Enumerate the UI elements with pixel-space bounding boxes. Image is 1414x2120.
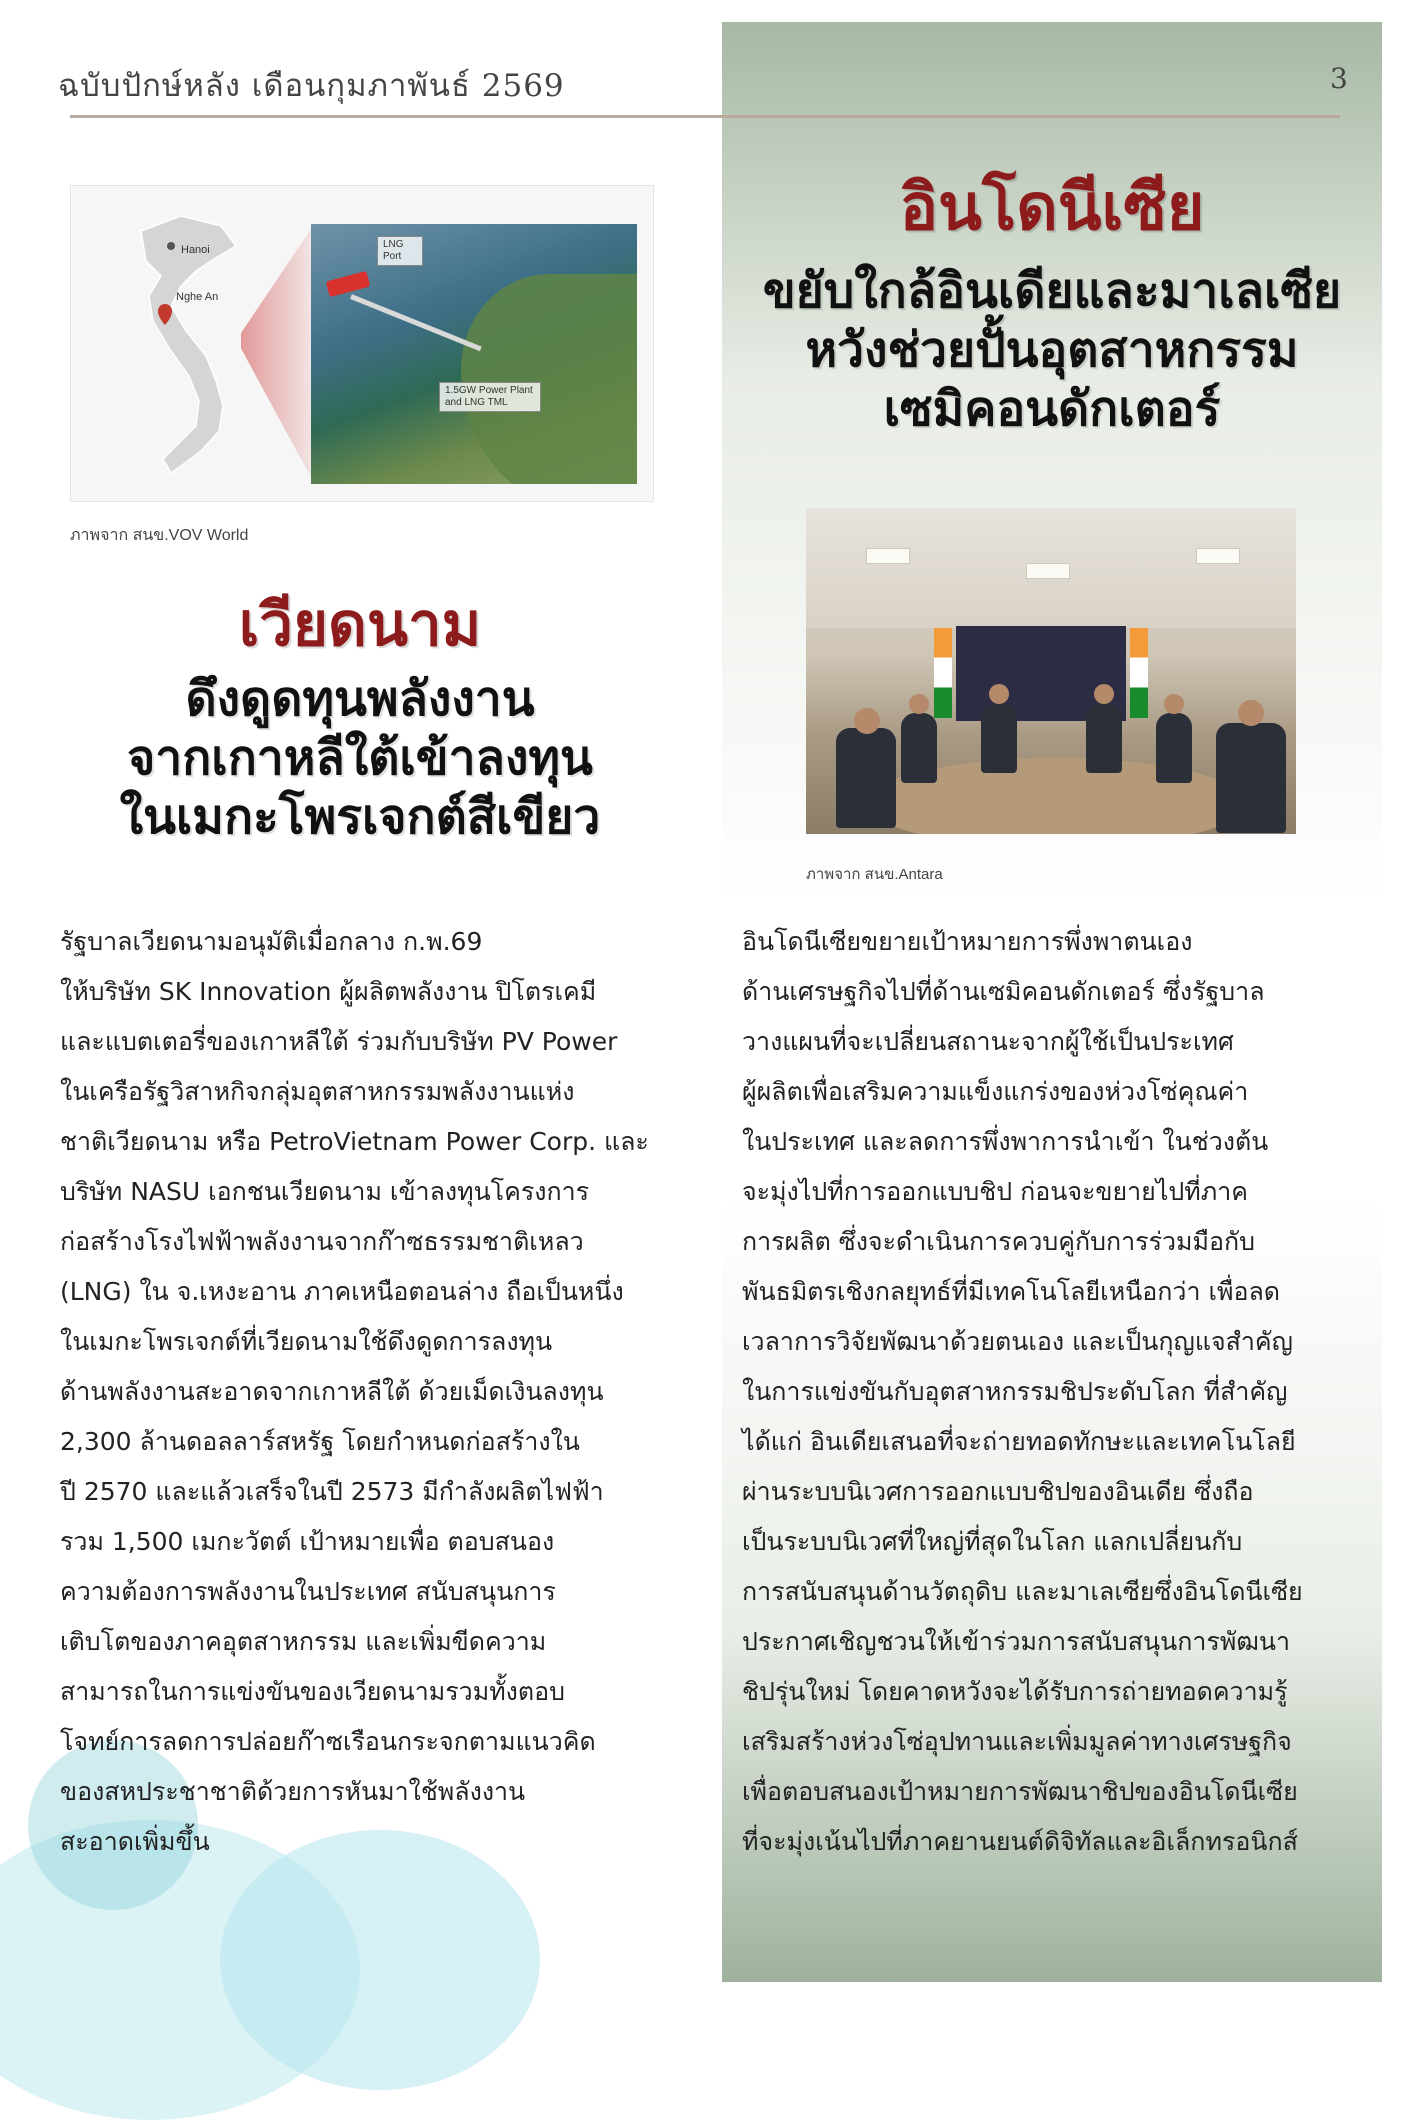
issue-label: ฉบับปักษ์หลัง เดือนกุมภาพันธ์ 2569 (58, 68, 565, 104)
flag-icon (934, 628, 952, 718)
header-rule (70, 115, 1340, 118)
map-label-nghe-an: Nghe An (176, 291, 219, 303)
right-body-line: พันธมิตรเชิงกลยุทธ์ที่มีเทคโนโลยีเหนือกว่า เพื่อลด (742, 1277, 1281, 1306)
power-plant-label: 1.5GW Power Plant and LNG TML (439, 382, 541, 412)
left-article-body (60, 917, 680, 1867)
left-body-line: และแบตเตอรี่ของเกาหลีใต้ ร่วมกับบริษัท PV Power (60, 1027, 618, 1056)
right-subtitle-line: หวังช่วยปั้นอุตสาหกรรม (805, 322, 1299, 379)
right-body-line: การผลิต ซึ่งจะดำเนินการควบคู่กับการร่วมมือกับ (742, 1227, 1256, 1256)
left-subtitle-line: จากเกาหลีใต้เข้าลงทุน (127, 730, 593, 787)
right-body-line: เพื่อตอบสนองเป้าหมายการพัฒนาชิปของอินโดนีเซีย (742, 1777, 1298, 1806)
right-body-line: ผ่านระบบนิเวศการออกแบบชิปของอินเดีย ซึ่งถือ (742, 1477, 1254, 1506)
left-body-line: ความต้องการพลังงานในประเทศ สนับสนุนการ (60, 1577, 556, 1606)
right-body-line: จะมุ่งไปที่การออกแบบชิป ก่อนจะขยายไปที่ภาค (742, 1177, 1248, 1206)
right-subtitle (722, 262, 1382, 439)
right-body-line: เวลาการวิจัยพัฒนาด้วยตนเอง และเป็นกุญแจสำคัญ (742, 1327, 1293, 1356)
map-label-hanoi: Hanoi (181, 244, 210, 256)
satellite-image (311, 224, 637, 484)
left-body-line: ในเครือรัฐวิสาหกิจกลุ่มอุตสาหกรรมพลังงานแห่ง (60, 1077, 575, 1106)
right-body-line: อินโดนีเซียขยายเป้าหมายการพึ่งพาตนเอง (742, 927, 1193, 956)
right-subtitle-line: ขยับใกล้อินเดียและมาเลเซีย (762, 263, 1342, 319)
right-country-title: อินโดนีเซีย (899, 171, 1205, 245)
left-image-caption: ภาพจาก สนข.VOV World (70, 527, 249, 544)
left-body-line: รัฐบาลเวียดนามอนุมัติเมื่อกลาง ก.พ.69 (60, 927, 483, 956)
right-body-line: ในประเทศ และลดการพึ่งพาการนำเข้า ในช่วงต้น (742, 1127, 1269, 1156)
left-body-line: ชาติเวียดนาม หรือ PetroVietnam Power Corp. และ (60, 1127, 649, 1156)
right-body-line: ที่จะมุ่งเน้นไปที่ภาคยานยนต์ดิจิทัลและอิเล็กทรอนิกส์ (742, 1827, 1298, 1856)
left-subtitle (70, 670, 650, 847)
right-subtitle-line: เซมิคอนดักเตอร์ (883, 381, 1221, 438)
left-country-title: เวียดนาม (238, 590, 482, 660)
left-body-line: ก่อสร้างโรงไฟฟ้าพลังงานจากก๊าซธรรมชาติเหลว (60, 1227, 584, 1256)
right-article-body (742, 917, 1367, 1867)
left-subtitle-line: ดึงดูดทุนพลังงาน (185, 671, 535, 727)
left-body-line: บริษัท NASU เอกชนเวียดนาม เข้าลงทุนโครงการ (60, 1177, 590, 1206)
lng-ship-icon (326, 271, 371, 297)
right-body-line: วางแผนที่จะเปลี่ยนสถานะจากผู้ใช้เป็นประเทศ (742, 1027, 1234, 1056)
right-image-caption: ภาพจาก สนข.Antara (806, 866, 943, 883)
right-body-line: ในการแข่งขันกับอุตสาหกรรมชิประดับโลก ที่สำคัญ (742, 1377, 1288, 1406)
left-body-line: สามารถในการแข่งขันของเวียดนามรวมทั้งตอบ (60, 1677, 566, 1706)
left-body-line: ของสหประชาชาติด้วยการหันมาใช้พลังงาน (60, 1777, 526, 1806)
left-body-line: โจทย์การลดการปล่อยก๊าซเรือนกระจกตามแนวคิด (60, 1727, 596, 1756)
right-body-line: การสนับสนุนด้านวัตถุดิบ และมาเลเซียซึ่งอินโดนีเซีย (742, 1577, 1303, 1606)
right-body-line: ชิปรุ่นใหม่ โดยคาดหวังจะได้รับการถ่ายทอดความรู้ (742, 1677, 1288, 1706)
right-body-line: ได้แก่ อินเดียเสนอที่จะถ่ายทอดทักษะและเทคโนโลยี (742, 1427, 1296, 1456)
left-body-line: ปี 2570 และแล้วเสร็จในปี 2573 มีกำลังผลิตไฟฟ้า (60, 1477, 604, 1506)
right-body-line: ผู้ผลิตเพื่อเสริมความแข็งแกร่งของห่วงโซ่คุณค่า (742, 1077, 1249, 1106)
left-body-line: รวม 1,500 เมกะวัตต์ เป้าหมายเพื่อ ตอบสนอง (60, 1527, 555, 1556)
right-body-line: ด้านเศรษฐกิจไปที่ด้านเซมิคอนดักเตอร์ ซึ่งรัฐบาล (742, 977, 1265, 1006)
left-body-line: ในเมกะโพรเจกต์ที่เวียดนามใช้ดึงดูดการลงทุน (60, 1327, 553, 1356)
page-number: 3 (1330, 62, 1348, 95)
lng-port-label: LNG Port (377, 236, 423, 266)
right-body-line: เป็นระบบนิเวศที่ใหญ่ที่สุดในโลก แลกเปลี่ยนกับ (742, 1527, 1243, 1556)
left-body-line: ให้บริษัท SK Innovation ผู้ผลิตพลังงาน ปิโตรเคมี (60, 977, 597, 1006)
left-body-line: สะอาดเพิ่มขึ้น (60, 1827, 210, 1856)
decor-bubble-medium (220, 1830, 540, 2090)
flag-icon (1130, 628, 1148, 718)
left-body-line: เติบโตของภาคอุตสาหกรรม และเพิ่มขีดความ (60, 1627, 547, 1656)
left-body-line: (LNG) ใน จ.เหงะอาน ภาคเหนือตอนล่าง ถือเป็นหนึ่ง (60, 1277, 624, 1306)
meeting-photo (806, 508, 1296, 834)
right-body-line: ประกาศเชิญชวนให้เข้าร่วมการสนับสนุนการพัฒนา (742, 1627, 1291, 1656)
left-body-line: 2,300 ล้านดอลลาร์สหรัฐ โดยกำหนดก่อสร้างใน (60, 1427, 580, 1456)
right-body-line: เสริมสร้างห่วงโซ่อุปทานและเพิ่มมูลค่าทางเศรษฐกิจ (742, 1727, 1292, 1756)
left-subtitle-line: ในเมกะโพรเจกต์สีเขียว (119, 789, 601, 846)
vietnam-lng-image (70, 185, 654, 502)
left-body-line: ด้านพลังงานสะอาดจากเกาหลีใต้ ด้วยเม็ดเงินลงทุน (60, 1377, 604, 1406)
